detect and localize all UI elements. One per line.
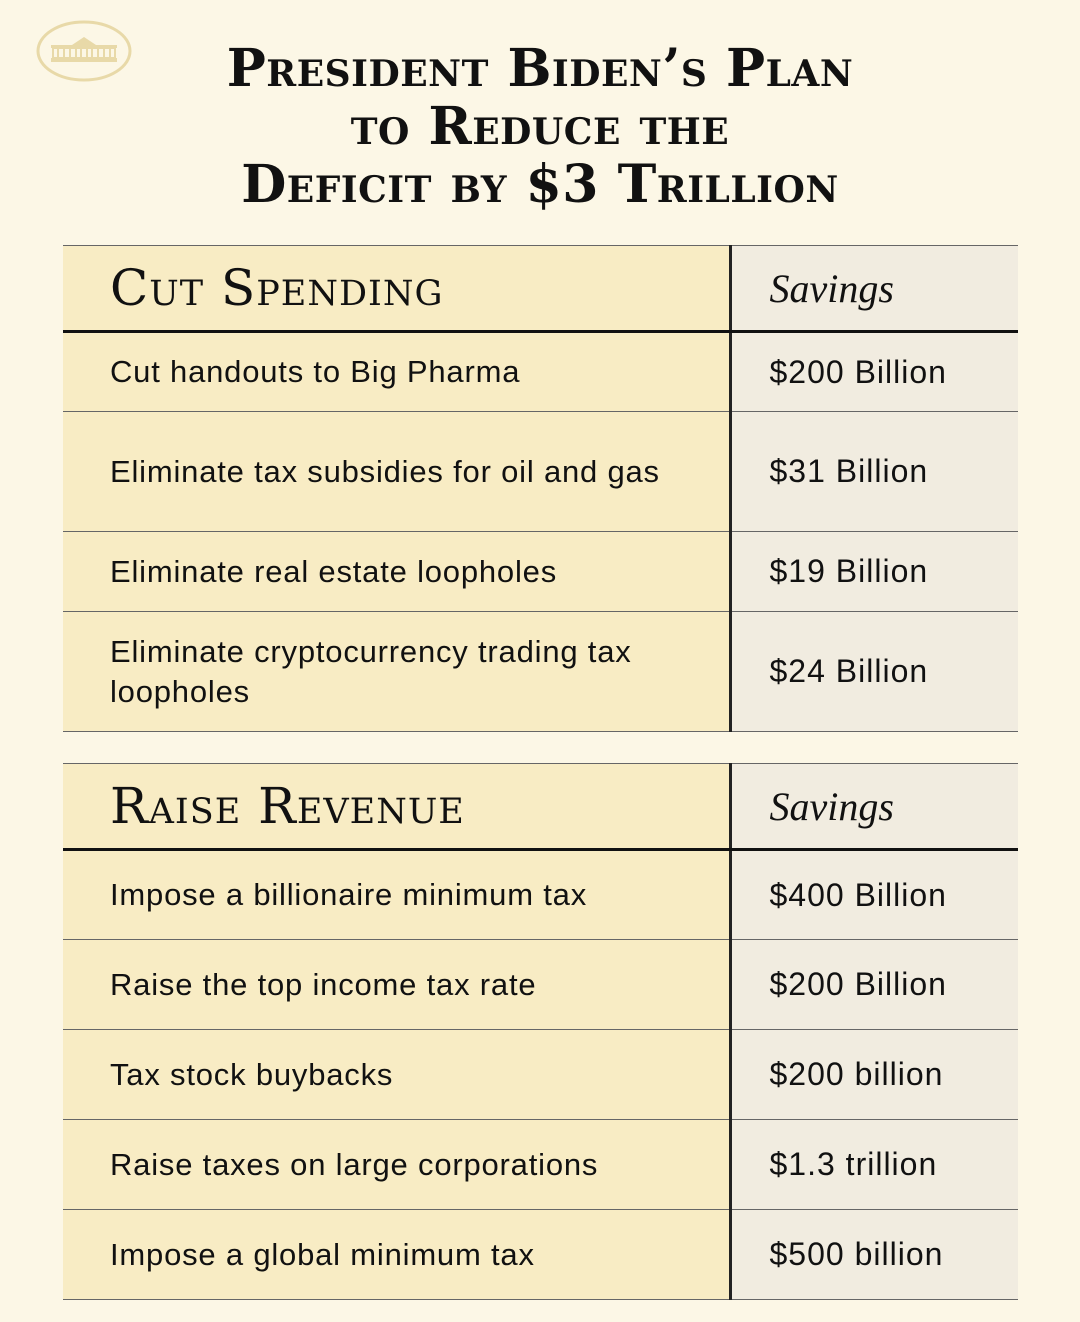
- row-amount: $19 Billion: [730, 532, 1018, 612]
- row-amount: $1.3 trillion: [730, 1120, 1018, 1210]
- table-row: [63, 940, 1018, 1030]
- raise-revenue-table: [63, 763, 1018, 1300]
- row-item: Impose a billionaire minimum tax: [63, 850, 730, 940]
- page-title: [0, 40, 1080, 214]
- row-item: Tax stock buybacks: [63, 1030, 730, 1120]
- savings-column-header: Savings: [730, 764, 1018, 850]
- table-row: [63, 612, 1018, 732]
- row-amount: $500 billion: [730, 1210, 1018, 1300]
- title-line-3: Deficit by $3 Trillion: [241, 154, 839, 215]
- row-item: Cut handouts to Big Pharma: [63, 332, 730, 412]
- row-item: Raise taxes on large corporations: [63, 1120, 730, 1210]
- title-line-1: President Biden’s Plan: [226, 38, 854, 99]
- table-row: [63, 850, 1018, 940]
- row-item: Impose a global minimum tax: [63, 1210, 730, 1300]
- title-line-2: to Reduce the: [350, 96, 730, 157]
- section-heading: Raise Revenue: [63, 764, 730, 850]
- table-row: [63, 1120, 1018, 1210]
- row-amount: $200 Billion: [730, 332, 1018, 412]
- row-item: Eliminate real estate loopholes: [63, 532, 730, 612]
- table-row: [63, 532, 1018, 612]
- row-item: Eliminate cryptocurrency trading tax loopholes: [63, 612, 730, 732]
- table-header-row: [63, 764, 1018, 850]
- row-amount: $400 Billion: [730, 850, 1018, 940]
- savings-column-header: Savings: [730, 246, 1018, 332]
- table-header-row: [63, 246, 1018, 332]
- row-item: Raise the top income tax rate: [63, 940, 730, 1030]
- table-row: [63, 1210, 1018, 1300]
- cut-spending-table: [63, 245, 1018, 732]
- row-amount: $200 Billion: [730, 940, 1018, 1030]
- table-row: [63, 412, 1018, 532]
- table-row: [63, 1030, 1018, 1120]
- row-amount: $200 billion: [730, 1030, 1018, 1120]
- row-item: Eliminate tax subsidies for oil and gas: [63, 412, 730, 532]
- table-row: [63, 332, 1018, 412]
- row-amount: $31 Billion: [730, 412, 1018, 532]
- section-heading: Cut Spending: [63, 246, 730, 332]
- row-amount: $24 Billion: [730, 612, 1018, 732]
